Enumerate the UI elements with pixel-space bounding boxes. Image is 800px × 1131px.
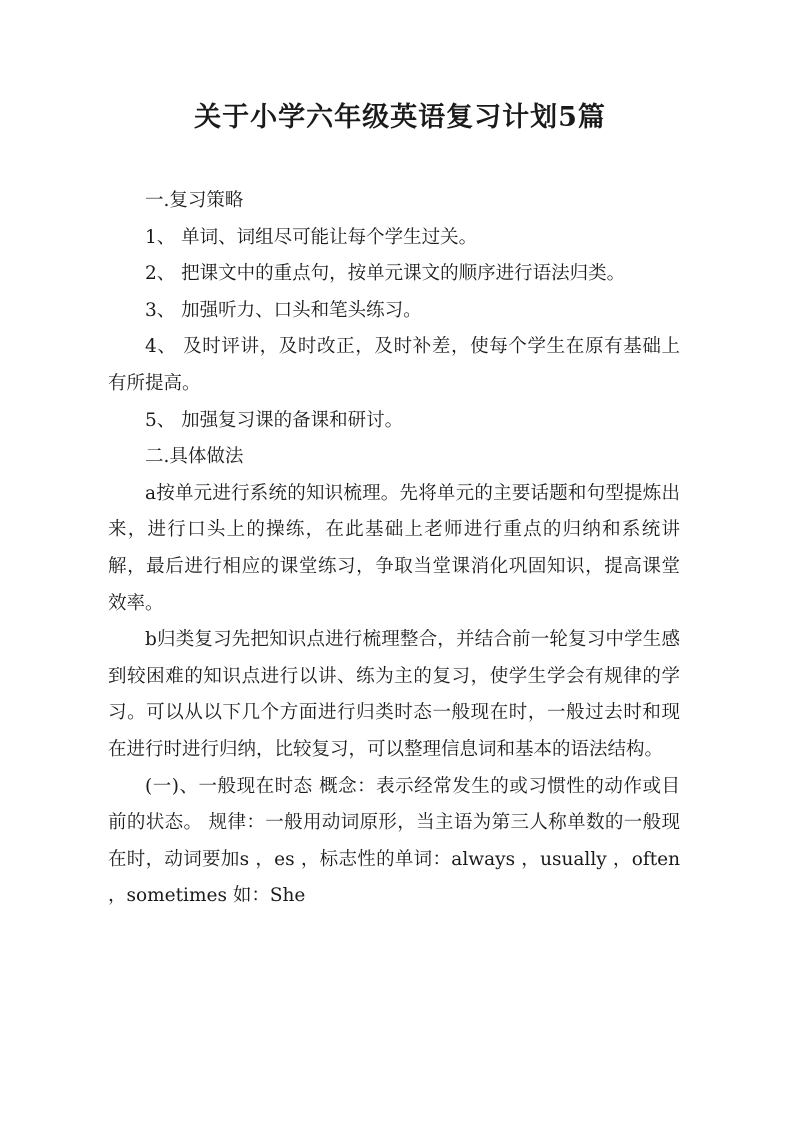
paragraph-item-1: 1、 单词、词组尽可能让每个学生过关。 [145,226,478,248]
paragraph-item-5: 5、 加强复习课的备课和研讨。 [145,409,404,431]
document-body [108,183,680,915]
paragraph-method-a: a按单元进行系统的知识梳理。先将单元的主要话题和句型提炼出来，进行口头上的操练，在此基础上老师进行重点的归纳和系统讲解，最后进行相应的课堂练习，争取当堂课消化巩固知识，提高课堂效率。 [108,482,680,614]
document-title: 关于小学六年级英语复习计划5篇 [194,102,606,133]
paragraph-section-2-heading: 二.具体做法 [145,446,244,468]
paragraph-item-2: 2、 把课文中的重点句，按单元课文的顺序进行语法归类。 [145,263,626,285]
paragraph-present-tense: (一)、一般现在时态 概念：表示经常发生的或习惯性的动作或目前的状态。 规律：一般用动词原形，当主语为第三人称单数的一般现在时，动词要加s ，es ，标志性的单词：always ，usually ，often ，sometimes 如：She [108,775,680,907]
paragraph-item-3: 3、 加强听力、口头和笔头练习。 [145,299,422,321]
paragraph-section-1-heading: 一.复习策略 [145,190,244,211]
paragraph-method-b: b归类复习先把知识点进行梳理整合，并结合前一轮复习中学生感到较困难的知识点进行以讲、练为主的复习，使学生学会有规律的学习。可以从以下几个方面进行归类时态一般现在时，一般过去时和现在进行时进行归纳，比较复习，可以整理信息词和基本的语法结构。 [108,629,680,760]
paragraph-item-4: 4、 及时评讲，及时改正，及时补差，使每个学生在原有基础上有所提高。 [108,336,680,394]
